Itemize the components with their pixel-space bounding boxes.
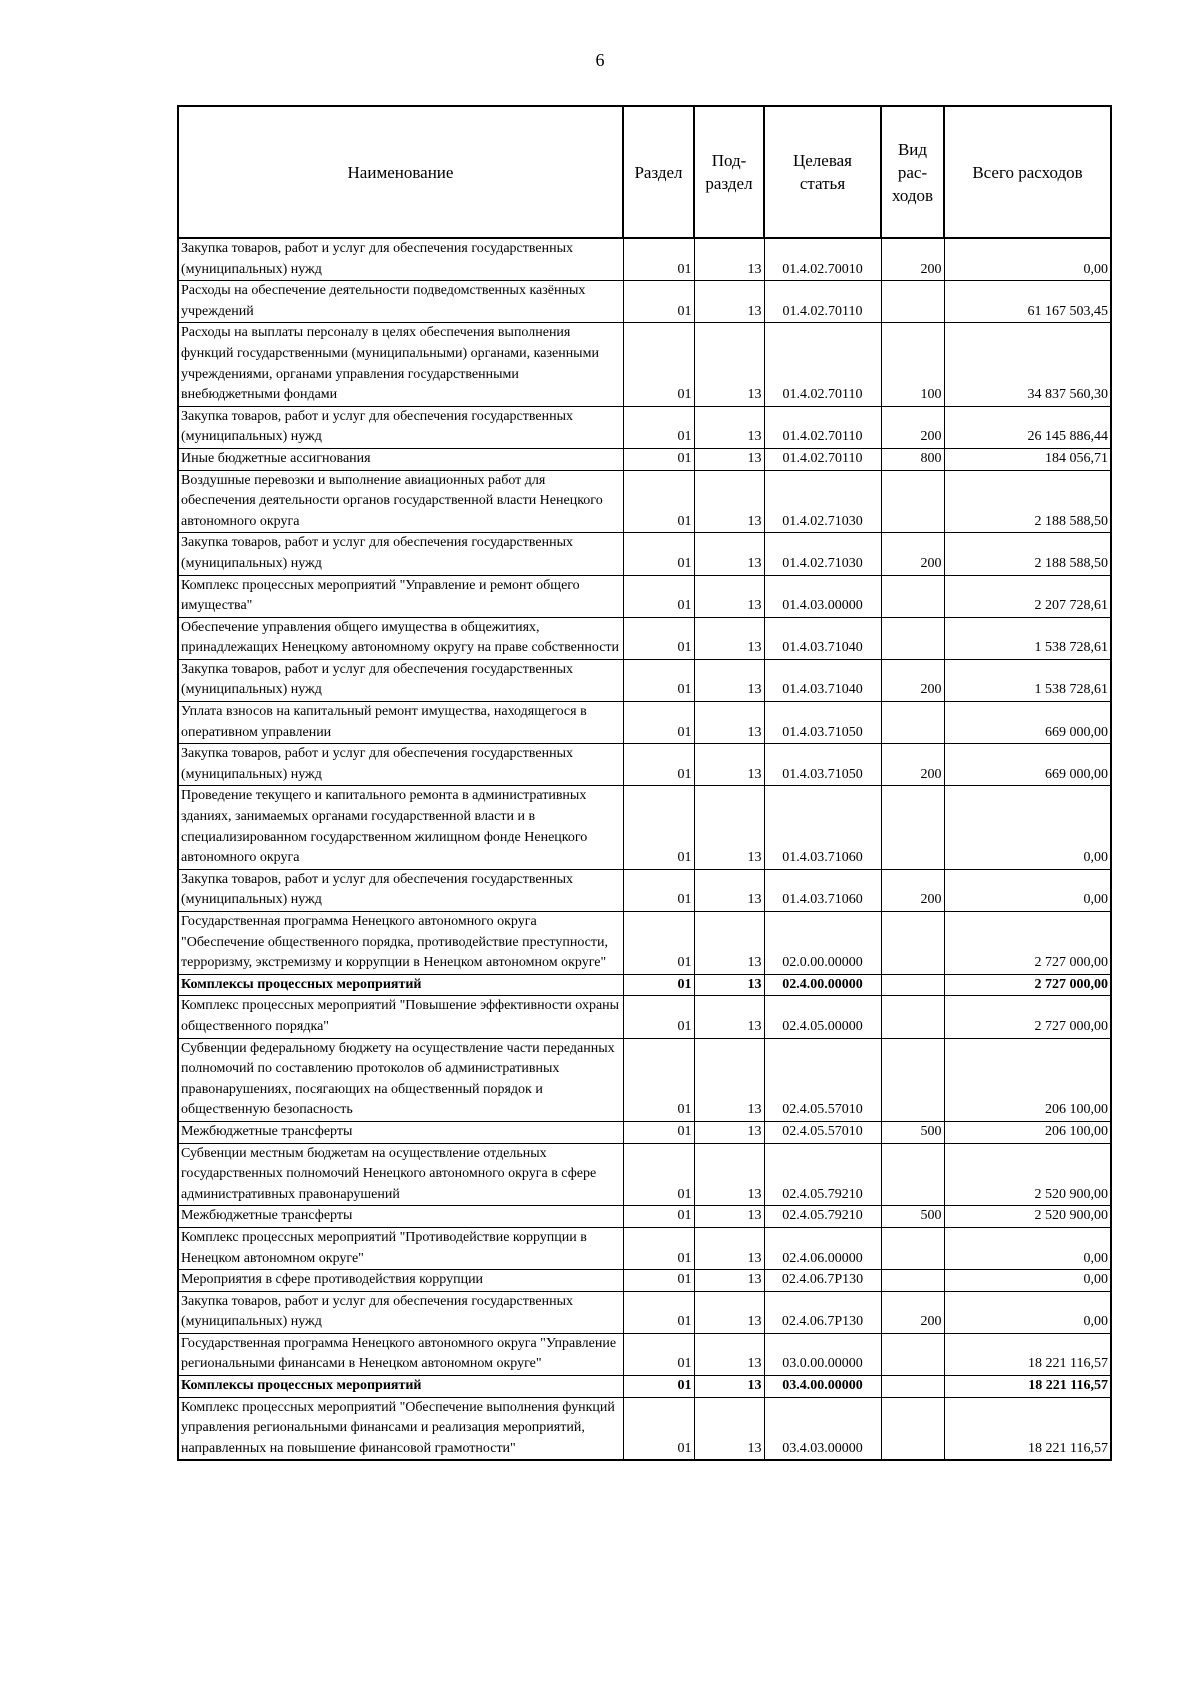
- row-expense-type-cell: [881, 1227, 944, 1269]
- page-number: 6: [595, 50, 605, 70]
- row-razdel-cell: 01: [623, 448, 694, 470]
- row-target-article-cell: 03.4.00.00000: [764, 1376, 881, 1398]
- row-podrazdel-cell: 13: [694, 702, 764, 744]
- header-statya: Целевая статья: [764, 106, 881, 238]
- row-razdel-cell: 01: [623, 1143, 694, 1206]
- header-vid: Вид рас- ходов: [881, 106, 944, 238]
- row-razdel-cell: 01: [623, 869, 694, 911]
- row-podrazdel-cell: 13: [694, 1397, 764, 1460]
- row-target-article-cell: 02.4.06.7Р130: [764, 1291, 881, 1333]
- table-row: [178, 869, 1111, 911]
- row-total-cell: 18 221 116,57: [944, 1333, 1111, 1375]
- row-podrazdel-cell: 13: [694, 996, 764, 1038]
- table-row: [178, 533, 1111, 575]
- row-name-cell: Расходы на обеспечение деятельности подведомственных казённых учреждений: [178, 281, 623, 323]
- row-razdel-cell: 01: [623, 702, 694, 744]
- row-expense-type-cell: 500: [881, 1206, 944, 1228]
- row-name-cell: Мероприятия в сфере противодействия коррупции: [178, 1270, 623, 1292]
- row-expense-type-cell: [881, 1376, 944, 1398]
- row-name-cell: Государственная программа Ненецкого автономного округа "Обеспечение общественного порядка, противодействие преступности, терроризму, экстремизму и коррупции в Ненецком автономном округе": [178, 912, 623, 975]
- budget-table: [177, 105, 1112, 1461]
- row-total-cell: 2 727 000,00: [944, 974, 1111, 996]
- row-expense-type-cell: 800: [881, 448, 944, 470]
- row-name-cell: Расходы на выплаты персоналу в целях обеспечения выполнения функций государственными (муниципальными) органами, казенными учреждениями, органами управления государственными внебюджетными фондами: [178, 323, 623, 406]
- table-row: [178, 1397, 1111, 1460]
- row-podrazdel-cell: 13: [694, 1333, 764, 1375]
- row-razdel-cell: 01: [623, 1333, 694, 1375]
- row-razdel-cell: 01: [623, 1206, 694, 1228]
- row-podrazdel-cell: 13: [694, 744, 764, 786]
- header-razdel: Раздел: [623, 106, 694, 238]
- row-target-article-cell: 01.4.03.71060: [764, 786, 881, 869]
- row-total-cell: 2 520 900,00: [944, 1206, 1111, 1228]
- row-name-cell: Закупка товаров, работ и услуг для обеспечения государственных (муниципальных) нужд: [178, 744, 623, 786]
- row-total-cell: 2 188 588,50: [944, 470, 1111, 533]
- row-name-cell: Воздушные перевозки и выполнение авиационных работ для обеспечения деятельности органов государственной власти Ненецкого автономного округа: [178, 470, 623, 533]
- row-total-cell: 2 188 588,50: [944, 533, 1111, 575]
- row-total-cell: 184 056,71: [944, 448, 1111, 470]
- row-expense-type-cell: [881, 1397, 944, 1460]
- row-razdel-cell: 01: [623, 912, 694, 975]
- row-expense-type-cell: [881, 912, 944, 975]
- row-expense-type-cell: [881, 1143, 944, 1206]
- row-name-cell: Комплекс процессных мероприятий "Управление и ремонт общего имущества": [178, 575, 623, 617]
- row-name-cell: Комплекс процессных мероприятий "Противодействие коррупции в Ненецком автономном округе": [178, 1227, 623, 1269]
- row-expense-type-cell: [881, 575, 944, 617]
- row-expense-type-cell: [881, 974, 944, 996]
- row-name-cell: Закупка товаров, работ и услуг для обеспечения государственных (муниципальных) нужд: [178, 1291, 623, 1333]
- row-target-article-cell: 03.4.03.00000: [764, 1397, 881, 1460]
- table-body: [178, 238, 1111, 1460]
- row-total-cell: 26 145 886,44: [944, 406, 1111, 448]
- row-name-cell: Закупка товаров, работ и услуг для обеспечения государственных (муниципальных) нужд: [178, 659, 623, 701]
- row-total-cell: 0,00: [944, 1270, 1111, 1292]
- row-podrazdel-cell: 13: [694, 470, 764, 533]
- row-podrazdel-cell: 13: [694, 1206, 764, 1228]
- table-row: [178, 238, 1111, 281]
- row-target-article-cell: 01.4.03.00000: [764, 575, 881, 617]
- row-razdel-cell: 01: [623, 786, 694, 869]
- row-expense-type-cell: 200: [881, 744, 944, 786]
- table-row: [178, 617, 1111, 659]
- table-row: [178, 1333, 1111, 1375]
- row-expense-type-cell: [881, 1038, 944, 1121]
- row-podrazdel-cell: 13: [694, 974, 764, 996]
- row-target-article-cell: 02.4.05.57010: [764, 1038, 881, 1121]
- table-row: [178, 1376, 1111, 1398]
- row-razdel-cell: 01: [623, 1270, 694, 1292]
- row-name-cell: Комплекс процессных мероприятий "Обеспечение выполнения функций управления региональными финансами и реализация мероприятий, направленных на повышение финансовой грамотности": [178, 1397, 623, 1460]
- row-expense-type-cell: [881, 617, 944, 659]
- table-row: [178, 912, 1111, 975]
- table-row: [178, 406, 1111, 448]
- row-total-cell: 206 100,00: [944, 1038, 1111, 1121]
- row-target-article-cell: 02.4.06.7Р130: [764, 1270, 881, 1292]
- row-name-cell: Субвенции местным бюджетам на осуществление отдельных государственных полномочий Ненецкого автономного округа в сфере административных правонарушений: [178, 1143, 623, 1206]
- table-row: [178, 786, 1111, 869]
- row-razdel-cell: 01: [623, 533, 694, 575]
- row-razdel-cell: 01: [623, 575, 694, 617]
- row-expense-type-cell: [881, 470, 944, 533]
- row-podrazdel-cell: 13: [694, 281, 764, 323]
- row-name-cell: Межбюджетные трансферты: [178, 1206, 623, 1228]
- table-row: [178, 281, 1111, 323]
- table-row: [178, 575, 1111, 617]
- row-razdel-cell: 01: [623, 996, 694, 1038]
- row-razdel-cell: 01: [623, 281, 694, 323]
- row-name-cell: Комплекс процессных мероприятий "Повышение эффективности охраны общественного порядка": [178, 996, 623, 1038]
- table-row: [178, 323, 1111, 406]
- row-target-article-cell: 01.4.02.70010: [764, 238, 881, 281]
- row-razdel-cell: 01: [623, 1376, 694, 1398]
- row-name-cell: Государственная программа Ненецкого автономного округа "Управление региональными финансами в Ненецком автономном округе": [178, 1333, 623, 1375]
- table-row: [178, 1227, 1111, 1269]
- row-total-cell: 34 837 560,30: [944, 323, 1111, 406]
- row-total-cell: 1 538 728,61: [944, 617, 1111, 659]
- table-header: [178, 106, 1111, 238]
- table-row: [178, 1121, 1111, 1143]
- row-expense-type-cell: 200: [881, 1291, 944, 1333]
- row-total-cell: 0,00: [944, 786, 1111, 869]
- row-podrazdel-cell: 13: [694, 1227, 764, 1269]
- row-target-article-cell: 02.4.05.79210: [764, 1143, 881, 1206]
- row-podrazdel-cell: 13: [694, 617, 764, 659]
- row-total-cell: 0,00: [944, 238, 1111, 281]
- row-target-article-cell: 02.4.06.00000: [764, 1227, 881, 1269]
- row-total-cell: 18 221 116,57: [944, 1376, 1111, 1398]
- row-razdel-cell: 01: [623, 1227, 694, 1269]
- row-total-cell: 18 221 116,57: [944, 1397, 1111, 1460]
- row-podrazdel-cell: 13: [694, 912, 764, 975]
- table-row: [178, 1206, 1111, 1228]
- row-total-cell: 206 100,00: [944, 1121, 1111, 1143]
- row-podrazdel-cell: 13: [694, 575, 764, 617]
- row-podrazdel-cell: 13: [694, 1121, 764, 1143]
- table-row: [178, 1291, 1111, 1333]
- table-row: [178, 744, 1111, 786]
- row-razdel-cell: 01: [623, 1038, 694, 1121]
- row-target-article-cell: 02.4.00.00000: [764, 974, 881, 996]
- row-razdel-cell: 01: [623, 1121, 694, 1143]
- row-target-article-cell: 01.4.03.71060: [764, 869, 881, 911]
- row-expense-type-cell: [881, 786, 944, 869]
- row-razdel-cell: 01: [623, 974, 694, 996]
- row-target-article-cell: 01.4.02.70110: [764, 406, 881, 448]
- row-target-article-cell: 03.0.00.00000: [764, 1333, 881, 1375]
- row-podrazdel-cell: 13: [694, 323, 764, 406]
- row-total-cell: 1 538 728,61: [944, 659, 1111, 701]
- row-expense-type-cell: 200: [881, 533, 944, 575]
- row-razdel-cell: 01: [623, 323, 694, 406]
- row-total-cell: 2 207 728,61: [944, 575, 1111, 617]
- row-razdel-cell: 01: [623, 406, 694, 448]
- row-name-cell: Уплата взносов на капитальный ремонт имущества, находящегося в оперативном управлении: [178, 702, 623, 744]
- row-target-article-cell: 01.4.02.70110: [764, 281, 881, 323]
- row-total-cell: 0,00: [944, 869, 1111, 911]
- row-total-cell: 2 727 000,00: [944, 996, 1111, 1038]
- row-podrazdel-cell: 13: [694, 1376, 764, 1398]
- table-row: [178, 448, 1111, 470]
- row-total-cell: 0,00: [944, 1227, 1111, 1269]
- row-expense-type-cell: [881, 702, 944, 744]
- row-name-cell: Обеспечение управления общего имущества в общежитиях, принадлежащих Ненецкому автономному округу на праве собственности: [178, 617, 623, 659]
- row-podrazdel-cell: 13: [694, 406, 764, 448]
- row-target-article-cell: 01.4.02.70110: [764, 448, 881, 470]
- row-name-cell: Проведение текущего и капитального ремонта в административных зданиях, занимаемых органами государственной власти и в специализированном государственном жилищном фонде Ненецкого автономного округа: [178, 786, 623, 869]
- row-name-cell: Комплексы процессных мероприятий: [178, 974, 623, 996]
- row-name-cell: Субвенции федеральному бюджету на осуществление части переданных полномочий по составлению протоколов об административных правонарушениях, посягающих на общественный порядок и общественную безопасность: [178, 1038, 623, 1121]
- row-target-article-cell: 02.0.00.00000: [764, 912, 881, 975]
- row-name-cell: Межбюджетные трансферты: [178, 1121, 623, 1143]
- row-name-cell: Комплексы процессных мероприятий: [178, 1376, 623, 1398]
- row-name-cell: Закупка товаров, работ и услуг для обеспечения государственных (муниципальных) нужд: [178, 406, 623, 448]
- row-target-article-cell: 01.4.03.71040: [764, 617, 881, 659]
- row-podrazdel-cell: 13: [694, 1270, 764, 1292]
- row-expense-type-cell: 500: [881, 1121, 944, 1143]
- row-expense-type-cell: 200: [881, 869, 944, 911]
- row-expense-type-cell: 100: [881, 323, 944, 406]
- table-row: [178, 659, 1111, 701]
- row-podrazdel-cell: 13: [694, 1291, 764, 1333]
- table-row: [178, 974, 1111, 996]
- row-total-cell: 2 520 900,00: [944, 1143, 1111, 1206]
- row-total-cell: 669 000,00: [944, 702, 1111, 744]
- table-row: [178, 470, 1111, 533]
- row-podrazdel-cell: 13: [694, 869, 764, 911]
- row-podrazdel-cell: 13: [694, 238, 764, 281]
- header-summa: Всего расходов: [944, 106, 1111, 238]
- row-expense-type-cell: [881, 1270, 944, 1292]
- row-target-article-cell: 01.4.03.71050: [764, 702, 881, 744]
- row-expense-type-cell: [881, 996, 944, 1038]
- table-row: [178, 996, 1111, 1038]
- header-row: [178, 106, 1111, 238]
- row-podrazdel-cell: 13: [694, 1038, 764, 1121]
- row-expense-type-cell: [881, 281, 944, 323]
- row-total-cell: 2 727 000,00: [944, 912, 1111, 975]
- row-target-article-cell: 02.4.05.79210: [764, 1206, 881, 1228]
- row-target-article-cell: 01.4.02.70110: [764, 323, 881, 406]
- row-podrazdel-cell: 13: [694, 448, 764, 470]
- row-target-article-cell: 02.4.05.00000: [764, 996, 881, 1038]
- table-row: [178, 702, 1111, 744]
- row-podrazdel-cell: 13: [694, 1143, 764, 1206]
- table-row: [178, 1143, 1111, 1206]
- row-razdel-cell: 01: [623, 470, 694, 533]
- row-expense-type-cell: [881, 1333, 944, 1375]
- row-name-cell: Закупка товаров, работ и услуг для обеспечения государственных (муниципальных) нужд: [178, 869, 623, 911]
- header-podrazdel: Под- раздел: [694, 106, 764, 238]
- row-target-article-cell: 02.4.05.57010: [764, 1121, 881, 1143]
- row-total-cell: 61 167 503,45: [944, 281, 1111, 323]
- row-expense-type-cell: 200: [881, 238, 944, 281]
- row-expense-type-cell: 200: [881, 406, 944, 448]
- row-total-cell: 0,00: [944, 1291, 1111, 1333]
- row-total-cell: 669 000,00: [944, 744, 1111, 786]
- row-podrazdel-cell: 13: [694, 533, 764, 575]
- row-podrazdel-cell: 13: [694, 786, 764, 869]
- table-row: [178, 1038, 1111, 1121]
- row-razdel-cell: 01: [623, 744, 694, 786]
- row-target-article-cell: 01.4.03.71040: [764, 659, 881, 701]
- row-name-cell: Закупка товаров, работ и услуг для обеспечения государственных (муниципальных) нужд: [178, 533, 623, 575]
- row-razdel-cell: 01: [623, 1291, 694, 1333]
- row-razdel-cell: 01: [623, 659, 694, 701]
- table-row: [178, 1270, 1111, 1292]
- row-razdel-cell: 01: [623, 1397, 694, 1460]
- row-razdel-cell: 01: [623, 617, 694, 659]
- row-target-article-cell: 01.4.03.71050: [764, 744, 881, 786]
- header-name: Наименование: [178, 106, 623, 238]
- row-name-cell: Иные бюджетные ассигнования: [178, 448, 623, 470]
- row-razdel-cell: 01: [623, 238, 694, 281]
- row-target-article-cell: 01.4.02.71030: [764, 470, 881, 533]
- row-target-article-cell: 01.4.02.71030: [764, 533, 881, 575]
- row-expense-type-cell: 200: [881, 659, 944, 701]
- row-podrazdel-cell: 13: [694, 659, 764, 701]
- row-name-cell: Закупка товаров, работ и услуг для обеспечения государственных (муниципальных) нужд: [178, 238, 623, 281]
